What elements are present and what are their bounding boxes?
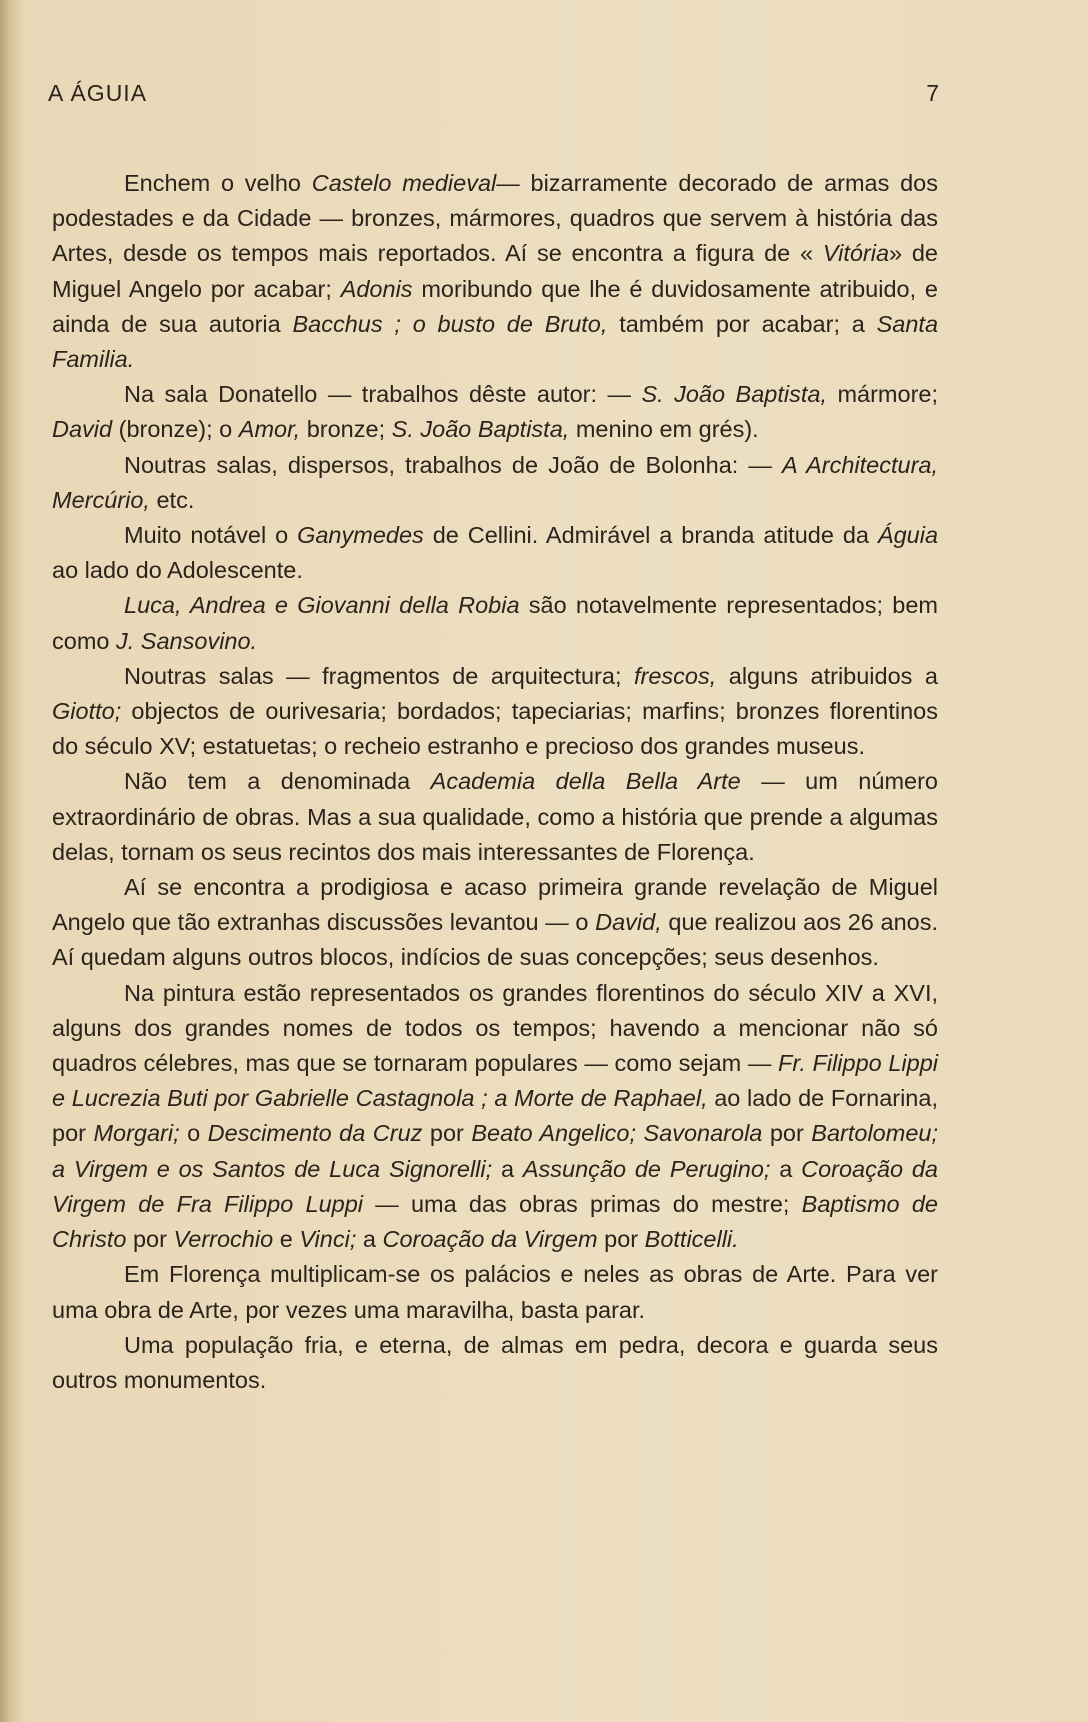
text-run: por xyxy=(422,1120,472,1147)
text-run: Na pintura estão representados os grandes florentinos do século XIV a XVI, alguns dos grandes nomes de todos os tempos; havendo a mencionar não só quadros célebres, mas que se tornaram populares — como sejam — xyxy=(52,979,938,1077)
italic-run: Águia xyxy=(877,522,939,549)
italic-run: J. Sansovino. xyxy=(116,627,258,654)
text-run: a xyxy=(356,1226,383,1253)
italic-run: Vinci; xyxy=(299,1226,357,1253)
italic-run: Bacchus ; o busto de Bruto, xyxy=(292,310,608,337)
text-run: moribundo que lhe é duvidosamente atribuido, e ainda de sua autoria xyxy=(52,275,938,337)
text-run: o xyxy=(179,1120,208,1147)
text-run: ao lado do Adolescente. xyxy=(52,557,303,584)
italic-run: Adonis xyxy=(340,275,413,302)
text-run: Aí se encontra a prodigiosa e acaso primeira grande revelação de Miguel Angelo que tão extranhas discussões levantou — o xyxy=(52,874,938,936)
text-run: também por acabar; a xyxy=(607,310,877,337)
italic-run: S. João Baptista, xyxy=(641,381,827,408)
text-run: a xyxy=(492,1155,523,1182)
page-number: 7 xyxy=(926,80,940,106)
paragraph xyxy=(52,976,938,1258)
text-run: ao lado de Fornarina, por xyxy=(52,1085,938,1147)
italic-run: Baptismo de Christo xyxy=(52,1190,938,1253)
text-run: Enchem o velho xyxy=(124,170,312,196)
paragraph xyxy=(52,764,938,870)
text-run: alguns atribuidos a xyxy=(716,662,938,689)
text-run: bronze; xyxy=(300,416,392,443)
text-run: — bizarramente decorado de armas dos podestades e da Cidade — bronzes, mármores, quadros que servem à história das Artes, desde os tempos mais reportados. Aí se encontra a figura de « xyxy=(52,170,939,267)
italic-run: Verrochio xyxy=(173,1226,274,1253)
italic-run: Botticelli. xyxy=(644,1226,739,1253)
paragraph xyxy=(52,588,938,658)
text-run: Noutras salas — fragmentos de arquitectura; xyxy=(124,662,634,689)
text-run: — uma das obras primas do mestre; xyxy=(363,1190,802,1217)
text-run: Em Florença multiplicam-se os palácios e neles as obras de Arte. Para ver uma obra de Arte, por vezes uma maravilha, basta parar. xyxy=(52,1261,938,1323)
text-run: etc. xyxy=(149,486,195,513)
italic-run: Luca, Andrea e Giovanni della Robia xyxy=(124,592,520,619)
paragraph xyxy=(52,518,938,588)
text-run: Muito notável o xyxy=(124,522,298,549)
text-run: por xyxy=(597,1226,645,1253)
running-title: A ÁGUIA xyxy=(48,80,148,106)
text-run: menino em grés). xyxy=(569,416,759,443)
italic-run: Coroação da Virgem de Fra Filippo Luppi xyxy=(52,1155,938,1217)
paragraph xyxy=(52,377,938,447)
paragraph xyxy=(52,1328,938,1398)
italic-run: Beato Angelico; Savonarola xyxy=(471,1120,763,1147)
italic-run: Amor, xyxy=(238,416,301,443)
paragraph xyxy=(52,166,938,377)
text-run: (bronze); o xyxy=(112,416,239,443)
italic-run: Giotto; xyxy=(52,698,122,725)
italic-run: A Architectura, Mercúrio, xyxy=(52,451,938,513)
paragraph xyxy=(52,659,938,765)
italic-run: David xyxy=(52,416,113,443)
text-run: Uma população fria, e eterna, de almas em pedra, decora e guarda seus outros monumentos. xyxy=(52,1331,938,1393)
italic-run: Fr. Filippo Lippi e Lucrezia Buti por Gabrielle Castagnola ; a Morte de Raphael, xyxy=(52,1050,939,1112)
text-run: que realizou aos 26 anos. Aí quedam alguns outros blocos, indícios de suas concepções; seus desenhos. xyxy=(52,909,938,971)
body-text xyxy=(52,166,938,1398)
text-run: » de Miguel Angelo por acabar; xyxy=(52,240,938,302)
italic-run: Vitória xyxy=(822,240,890,267)
text-run: Noutras salas, dispersos, trabalhos de João de Bolonha: — xyxy=(124,451,783,478)
text-run: mármore; xyxy=(826,381,938,408)
text-run: a xyxy=(770,1155,802,1182)
italic-run: Descimento da Cruz xyxy=(207,1120,423,1147)
italic-run: Santa Familia. xyxy=(52,310,939,373)
italic-run: David, xyxy=(595,909,662,936)
text-run: Na sala Donatello — trabalhos dêste autor: — xyxy=(124,381,642,408)
paragraph xyxy=(52,448,938,518)
text-run: e xyxy=(273,1226,300,1253)
paragraph xyxy=(52,870,938,976)
italic-run: Coroação da Virgem xyxy=(382,1226,598,1253)
italic-run: S. João Baptista, xyxy=(391,416,570,443)
running-header xyxy=(48,80,940,107)
italic-run: Bartolomeu; a Virgem e os Santos de Luca Signorelli; xyxy=(52,1120,938,1182)
italic-run: Assunção de Perugino; xyxy=(522,1155,771,1182)
italic-run: Castelo medieval xyxy=(311,170,497,196)
italic-run: Academia della Bella Arte xyxy=(430,768,741,795)
italic-run: Ganymedes xyxy=(297,522,424,549)
paragraph xyxy=(52,1257,938,1327)
text-run: — um número extraordinário de obras. Mas a sua qualidade, como a história que prende a algumas delas, tornam os seus recintos dos mais interessantes de Florença. xyxy=(52,768,938,865)
text-run: por xyxy=(762,1120,812,1147)
text-run: Não tem a denominada xyxy=(124,768,431,795)
text-run: de Cellini. Admirável a branda atitude da xyxy=(423,522,878,549)
italic-run: frescos, xyxy=(633,662,717,689)
italic-run: Morgari; xyxy=(93,1120,180,1147)
text-run: são notavelmente representados; bem como xyxy=(52,592,938,654)
text-run: objectos de ourivesaria; bordados; tapeciarias; marfins; bronzes florentinos do século XV; estatuetas; o recheio estranho e precioso dos grandes museus. xyxy=(52,698,938,760)
text-run: por xyxy=(126,1226,174,1253)
